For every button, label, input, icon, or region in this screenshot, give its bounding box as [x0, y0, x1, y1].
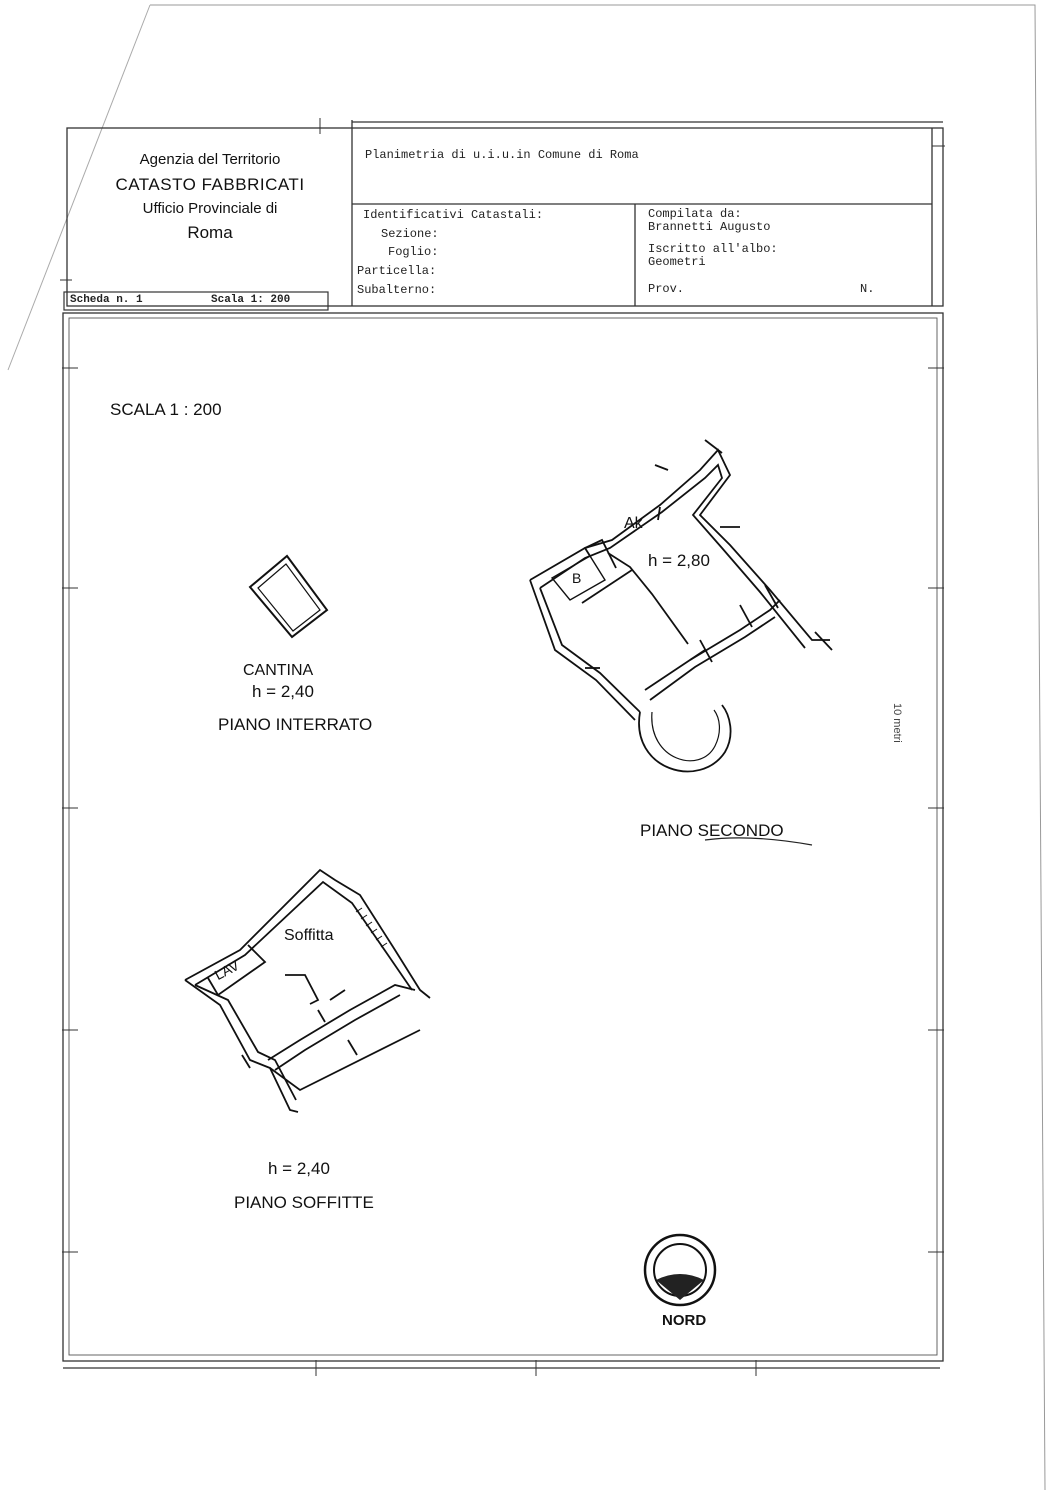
secondo-plan — [530, 440, 832, 771]
north-symbol — [645, 1235, 715, 1305]
iscritto-value: Geometri — [648, 255, 706, 269]
identificativi-label: Identificativi Catastali: — [363, 208, 544, 222]
iscritto-label: Iscritto all'albo: — [648, 242, 778, 256]
room-ak-label: Ak — [624, 515, 643, 532]
plan-title: Planimetria di u.i.u.in Comune di Roma — [365, 148, 639, 162]
frame-ticks — [62, 368, 944, 1376]
subalterno-label: Subalterno: — [357, 283, 437, 297]
piano-soffitte-label: PIANO SOFFITTE — [234, 1193, 374, 1212]
agency-name: Agenzia del Territorio — [139, 151, 281, 168]
foglio-label: Foglio: — [388, 245, 439, 259]
soffitte-height: h = 2,40 — [268, 1159, 330, 1178]
catasto-title: CATASTO FABBRICATI — [115, 175, 305, 194]
drawing-frame — [63, 313, 943, 1361]
particella-label: Particella: — [357, 264, 437, 278]
piano-secondo-label: PIANO SECONDO — [640, 821, 784, 840]
scale-note: SCALA 1 : 200 — [110, 400, 222, 419]
scheda-label: Scheda n. 1 — [70, 294, 143, 306]
side-note: 10 metri — [891, 703, 903, 743]
secondo-height: h = 2,80 — [648, 551, 710, 570]
compilata-label: Compilata da: — [648, 207, 742, 221]
office-city: Roma — [187, 223, 233, 242]
cantina-plan — [250, 556, 327, 637]
piano-interrato-label: PIANO INTERRATO — [218, 715, 373, 734]
room-b-label: B — [572, 570, 582, 586]
cantina-height: h = 2,40 — [252, 682, 314, 701]
sezione-label: Sezione: — [381, 227, 439, 241]
cantina-label: CANTINA — [243, 662, 314, 679]
room-lav-label: LAV — [211, 956, 242, 984]
office-label: Ufficio Provinciale di — [142, 200, 278, 217]
compilata-name: Brannetti Augusto — [648, 220, 771, 234]
north-label: NORD — [662, 1312, 707, 1329]
soffitte-plan — [185, 870, 430, 1112]
scala-box-label: Scala 1: 200 — [211, 294, 291, 306]
prov-label: Prov. — [648, 282, 685, 296]
n-label: N. — [860, 282, 875, 296]
room-soffitta-label: Soffitta — [284, 927, 334, 944]
